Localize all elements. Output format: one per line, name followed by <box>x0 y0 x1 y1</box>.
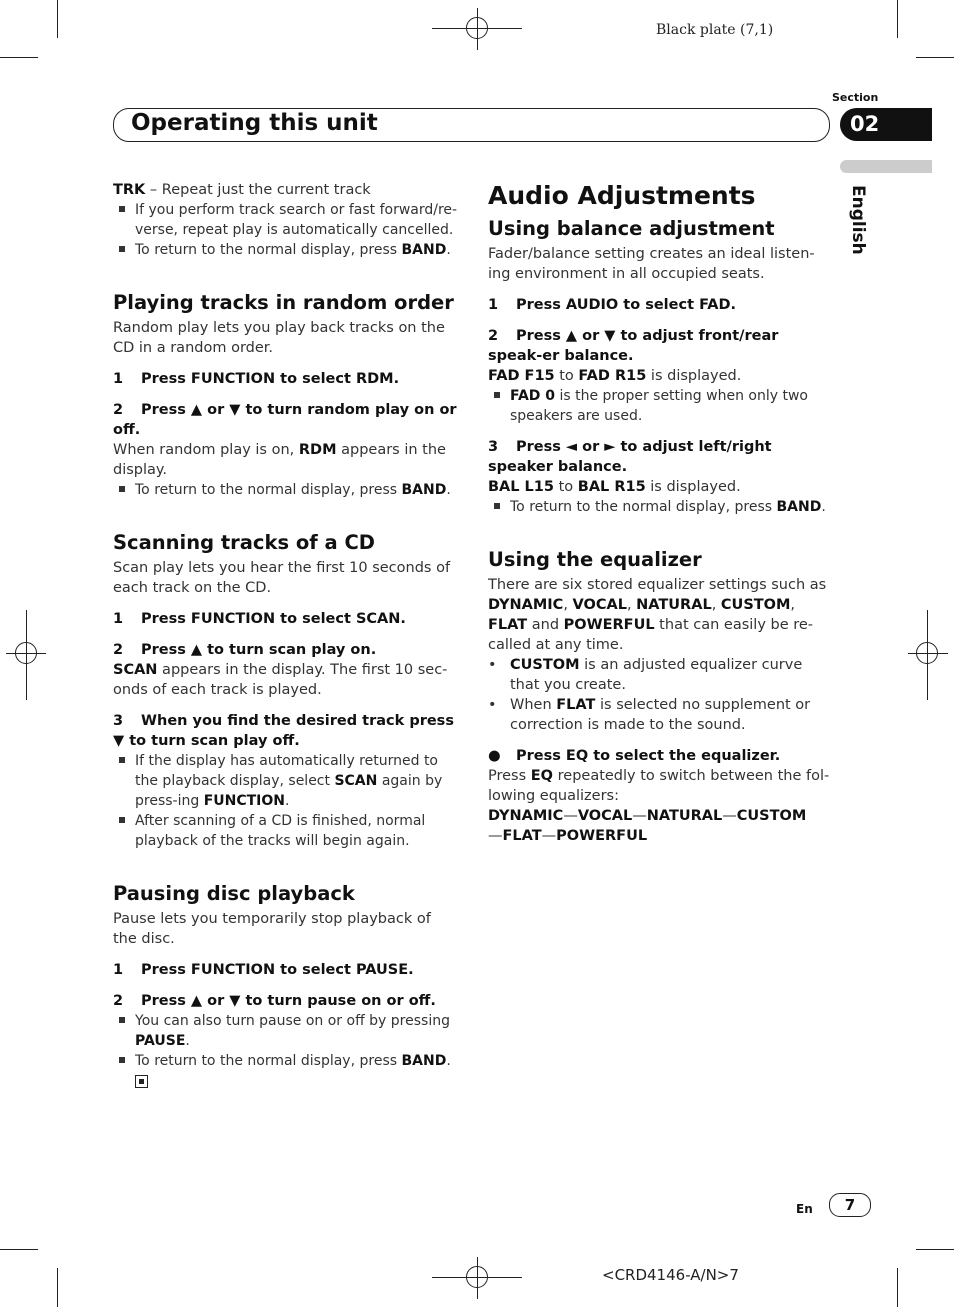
paragraph: Press EQ repeatedly to switch between the fol-lowing equalizers: <box>488 768 830 804</box>
section-tab-bar <box>840 160 932 173</box>
left-column <box>113 180 458 1091</box>
crop-mark <box>916 57 954 58</box>
plate-label: Black plate (7,1) <box>656 22 774 38</box>
paragraph: Scan play lets you hear the first 10 seconds of each track on the CD. <box>113 560 451 596</box>
document-code: <CRD4146-A/N>7 <box>602 1266 739 1284</box>
bullet-item: • When FLAT is selected no supplement or correction is made to the sound. <box>488 697 811 733</box>
paragraph: Random play lets you play back tracks on the CD in a random order. <box>113 320 445 356</box>
paragraph: There are six stored equalizer settings such as DYNAMIC, VOCAL, NATURAL, CUSTOM, FLAT and POWERFUL that can easily be re-called at any time. <box>488 577 827 653</box>
step: 1 Press FUNCTION to select PAUSE. <box>113 962 414 978</box>
equalizer-sequence: DYNAMIC—VOCAL—NATURAL—CUSTOM —FLAT—POWERFUL <box>488 808 807 844</box>
step: 2 Press ▲ or ▼ to turn pause on or off. <box>113 993 436 1009</box>
crop-mark <box>0 57 38 58</box>
step: 1 Press AUDIO to select FAD. <box>488 297 737 313</box>
crop-mark <box>897 1268 898 1307</box>
step: 3 When you find the desired track press ▼ to turn scan play off. <box>113 713 454 749</box>
trk-line: TRK – Repeat just the current track <box>113 182 371 198</box>
paragraph: FAD F15 to FAD R15 is displayed. <box>488 368 742 384</box>
note: You can also turn pause on or off by pressing PAUSE. <box>113 1011 458 1051</box>
crop-mark <box>916 1249 954 1250</box>
page-title: Operating this unit <box>131 110 378 136</box>
paragraph: SCAN appears in the display. The first 10 sec-onds of each track is played. <box>113 662 448 698</box>
section-heading: Scanning tracks of a CD <box>113 531 375 554</box>
note: To return to the normal display, press BAND. <box>113 240 458 260</box>
step: 1 Press FUNCTION to select RDM. <box>113 371 400 387</box>
section-number: 02 <box>850 112 880 136</box>
section-label: Section <box>832 91 879 104</box>
registration-circle <box>15 642 37 664</box>
crop-mark <box>897 0 898 38</box>
note: To return to the normal display, press BAND. <box>113 480 458 500</box>
note: After scanning of a CD is finished, normal playback of the tracks will begin again. <box>113 811 458 851</box>
section-heading: Using balance adjustment <box>488 217 775 240</box>
step: 1 Press FUNCTION to select SCAN. <box>113 611 406 627</box>
bullet-item: • CUSTOM is an adjusted equalizer curve that you create. <box>488 657 803 693</box>
note: If you perform track search or fast forward/re-verse, repeat play is automatically cancelled. <box>113 200 458 240</box>
registration-circle <box>916 642 938 664</box>
section-heading: Pausing disc playback <box>113 882 355 905</box>
crop-mark <box>57 0 58 38</box>
crop-mark <box>0 1249 38 1250</box>
step: 2 Press ▲ to turn scan play on. <box>113 642 377 658</box>
paragraph: When random play is on, RDM appears in the display. <box>113 442 446 478</box>
step: ● Press EQ to select the equalizer. <box>488 748 781 764</box>
language-tab: English <box>848 185 868 255</box>
section-heading: Using the equalizer <box>488 548 702 571</box>
right-column <box>488 180 833 846</box>
main-heading: Audio Adjustments <box>488 181 756 210</box>
registration-circle <box>466 17 488 39</box>
step: 2 Press ▲ or ▼ to turn random play on or off. <box>113 402 457 438</box>
section-heading: Playing tracks in random order <box>113 291 454 314</box>
registration-circle <box>466 1266 488 1288</box>
note: FAD 0 is the proper setting when only two speakers are used. <box>488 386 833 426</box>
paragraph: Pause lets you temporarily stop playback of the disc. <box>113 911 431 947</box>
note: To return to the normal display, press BAND. <box>488 497 833 517</box>
paragraph: BAL L15 to BAL R15 is displayed. <box>488 479 741 495</box>
footer-language: En <box>796 1202 813 1216</box>
page-number: 7 <box>829 1193 871 1217</box>
step: 2 Press ▲ or ▼ to adjust front/rear speak-er balance. <box>488 328 779 364</box>
note: If the display has automatically returned to the playback display, select SCAN again by press-ing FUNCTION. <box>113 751 458 811</box>
step: 3 Press ◄ or ► to adjust left/right speaker balance. <box>488 439 772 475</box>
note: To return to the normal display, press BAND. <box>113 1051 458 1091</box>
paragraph: Fader/balance setting creates an ideal listen-ing environment in all occupied seats. <box>488 246 815 282</box>
end-mark-icon <box>135 1075 148 1088</box>
crop-mark <box>57 1268 58 1307</box>
